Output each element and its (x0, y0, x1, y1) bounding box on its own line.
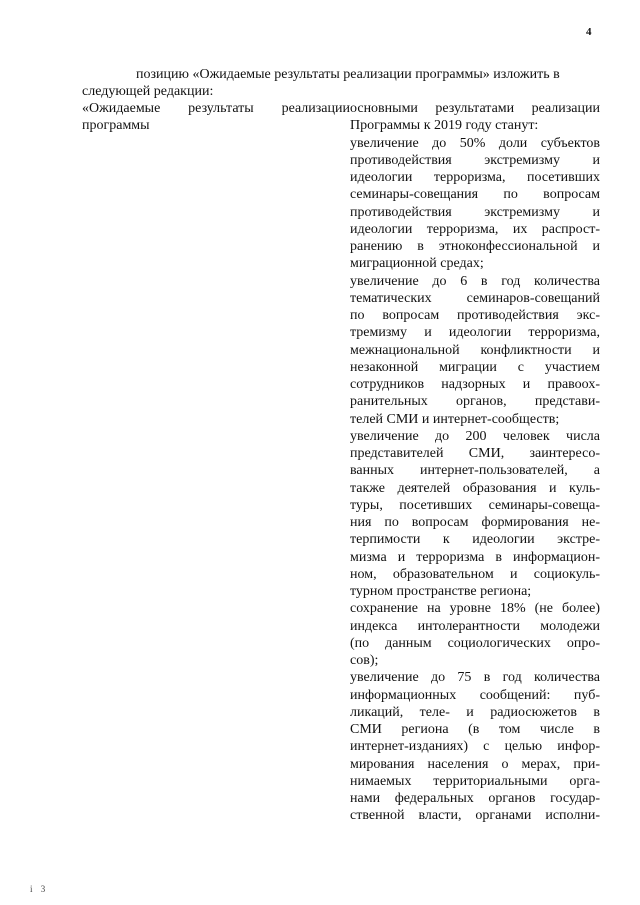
text-line: ранительных органов, представи- (350, 394, 600, 410)
text-line: нами федеральных органов государ- (350, 791, 600, 806)
intro-line-1: позицию «Ожидаемые результаты реализации программы» изложить в (136, 67, 560, 82)
text-line: индекса интолерантности молодежи (350, 618, 600, 634)
text-line: (по данным социологических опро- (350, 635, 600, 651)
text-line: по вопросам противодействия экс- (350, 308, 600, 323)
text-line: противодействия экстремизму и (350, 204, 600, 220)
text-line: ственной власти, органами исполни- (350, 808, 600, 824)
expected-results-text (350, 100, 600, 825)
text-line: нимаемых территориальными орга- (350, 773, 600, 789)
text-line: терпимости к идеологии экстре- (350, 532, 600, 548)
text-line: турном пространстве региона; (350, 584, 532, 599)
text-line: ном, образовательном и социокуль- (350, 566, 600, 582)
text-line: тремизму и идеологии терроризма, (350, 325, 600, 341)
text-line: сохранение на уровне 18% (не более) (350, 601, 600, 617)
text-line: миграционной средах; (350, 256, 484, 272)
text-line: тематических семинаров-совещаний (350, 290, 600, 306)
text-line: межнациональной конфликтности и (350, 342, 600, 358)
text-line: противодействия экстремизму и (350, 152, 600, 168)
text-line: туры, посетивших семинары-совеща- (350, 497, 600, 513)
text-line: телей СМИ и интернет-сообществ; (350, 411, 560, 427)
text-line: ванных интернет-пользователей, а (350, 463, 600, 479)
text-line: ния по вопросам формирования не- (350, 515, 600, 530)
text-line: увеличение до 200 человек числа (350, 428, 600, 444)
text-line: увеличение до 75 в год количества (350, 670, 600, 686)
text-line: мизма и терроризма в информацион- (350, 549, 600, 565)
text-line: мирования населения о мерах, при- (350, 756, 600, 772)
text-line: идеологии терроризма, их распрост- (350, 221, 600, 237)
text-line: информационных сообщений: пуб- (350, 687, 600, 703)
text-line: незаконной миграции с участием (350, 359, 600, 375)
position-label-line-1: «Ожидаемые результаты реализации (82, 101, 350, 116)
text-line: идеологии терроризма, посетивших (350, 170, 600, 185)
text-line: сов); (350, 653, 379, 668)
text-line: также деятелей образования и куль- (350, 480, 600, 496)
text-line: ликаций, теле- и радиосюжетов в (350, 704, 600, 720)
position-label-line-2: программы (82, 118, 150, 133)
text-line: представителей СМИ, заинтересо- (350, 446, 600, 461)
text-line: СМИ региона (в том числе в (350, 722, 600, 737)
text-line: увеличение до 50% доли субъектов (350, 135, 600, 151)
text-line: основными результатами реализации (350, 101, 600, 116)
intro-paragraph (82, 66, 602, 100)
text-line: увеличение до 6 в год количества (350, 273, 600, 289)
text-line: Программы к 2019 году станут: (350, 118, 539, 134)
page-number: 4 (586, 26, 592, 38)
intro-line-2: следующей редакции: (82, 84, 214, 99)
text-line: семинары-совещания по вопросам (350, 187, 600, 203)
text-line: сотрудников надзорных и правоох- (350, 377, 600, 392)
footer-mark: i 3 (30, 884, 49, 894)
text-line: ранению в этноконфессиональной и (350, 239, 600, 254)
position-label (82, 100, 350, 134)
text-line: интернет-изданиях) с целью инфор- (350, 739, 600, 755)
